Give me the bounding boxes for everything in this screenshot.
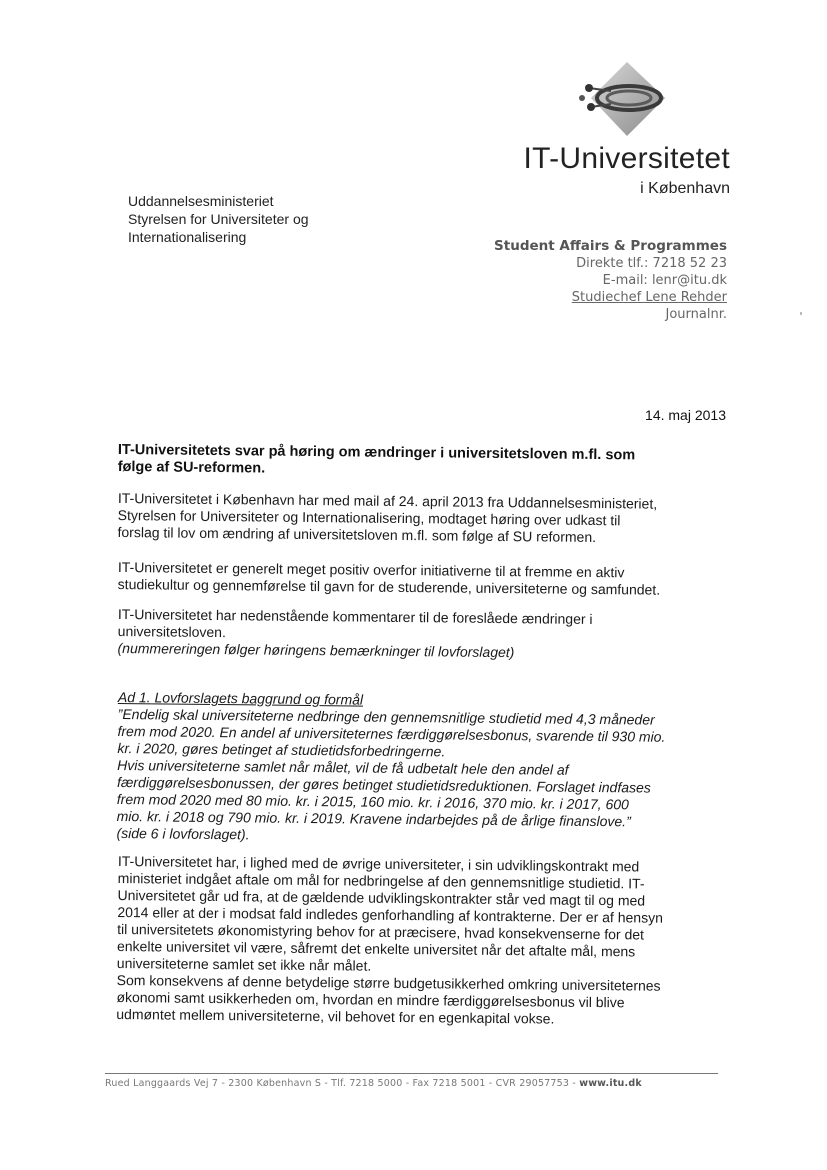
text-line: Universitetet går ud fra, at de gældende udviklingskontrakter står ved magt til og med xyxy=(117,886,646,909)
paragraph-1 xyxy=(117,490,718,547)
text-line: 2014 eller at der i modsat fald indledes genforhandling af kontrakterne. Der er af hensyn xyxy=(117,903,663,926)
recipient-line: Uddannelsesministeriet xyxy=(128,193,274,209)
logo-subtitle: i København xyxy=(640,180,730,197)
text-line: økonomi samt usikkerheden om, hvordan en mindre færdiggørelsesbonus vil blive xyxy=(116,988,625,1011)
text-line: Som konsekvens af denne betydelige større budgetusikkerhed omkring universiteternes xyxy=(116,971,661,994)
paragraph-4 xyxy=(116,853,718,1029)
text-line: studiekultur og gennemførelse til gavn for de studerende, universiteterne og samfundet. xyxy=(117,575,661,598)
text-line: udmøntet mellem universiteterne, vil behovet for en egenkapital vokse. xyxy=(116,1005,555,1027)
quote-line: kr. i 2020, gøres betinget af studietidsforbedringerne. xyxy=(117,739,446,760)
quote-line: Hvis universiteterne samlet når målet, vil de få udbetalt hele den andel af xyxy=(117,756,569,778)
quote-line: frem mod 2020. En andel af universiteternes færdiggørelsesbonus, svarende til 930 mio. xyxy=(117,722,666,745)
sender-phone: Direkte tlf.: 7218 52 23 xyxy=(576,256,727,271)
quote-line: (side 6 i lovforslaget). xyxy=(116,824,250,843)
scan-mark xyxy=(800,312,802,315)
footer-website: www.itu.dk xyxy=(579,1078,642,1089)
sender-name: Studiechef Lene Rehder xyxy=(571,290,727,305)
quote-line: mio. kr. i 2018 og 790 mio. kr. i 2019. Kravene indarbejdes på de årlige finanslove.” xyxy=(116,807,631,830)
itu-logo-icon xyxy=(577,58,667,140)
text-line: til universitetets økonomistyring behov for at præcisere, hvad konsekvenserne for det xyxy=(117,920,645,943)
subject-line: følge af SU-reformen. xyxy=(117,458,266,477)
text-line: Styrelsen for Universiteter og Internationalisering, modtaget høring over udkast til xyxy=(117,506,621,529)
logo-name: IT-Universitetet xyxy=(523,142,730,175)
section-quote xyxy=(116,689,718,848)
recipient-address xyxy=(128,192,309,246)
text-line: IT-Universitetet er generelt meget positiv overfor initiativerne til at fremme en aktiv xyxy=(117,559,625,581)
quote-line: færdiggørelsesbonussen, der gøres betinget studietidsreduktionen. Forslaget indfases xyxy=(116,773,651,796)
footer-address: Rued Langgaards Vej 7 - 2300 København S - Tlf. 7218 5000 - Fax 7218 5001 - CVR 29057753 - xyxy=(105,1078,580,1089)
section-heading: Ad 1. Lovforslagets baggrund og formål xyxy=(117,689,364,708)
letter-subject xyxy=(118,442,718,482)
text-line: IT-Universitetet har, i lighed med de øvrige universiteter, i sin udviklingskontrakt med xyxy=(117,853,640,875)
recipient-line: Internationalisering xyxy=(128,229,247,245)
text-line: forslag til lov om ændring af universitetsloven m.fl. som følge af SU reformen. xyxy=(117,523,597,546)
footer-divider xyxy=(105,1073,718,1074)
paragraph-3 xyxy=(117,606,718,663)
subject-line: IT-Universitetets svar på høring om ændringer i universitetsloven m.fl. som xyxy=(117,442,636,464)
text-line: universitetsloven. xyxy=(117,622,226,641)
paragraph-2 xyxy=(118,559,718,599)
text-line: IT-Universitetet har nedenstående kommentarer til de foreslåede ændringer i xyxy=(117,606,593,627)
sender-email: E-mail: lenr@itu.dk xyxy=(602,273,727,288)
text-line: IT-Universitetet i København har med mail af 24. april 2013 fra Uddannelsesministeriet, xyxy=(117,490,658,512)
paragraph-note: (nummereringen følger høringens bemærkninger til lovforslaget) xyxy=(117,639,515,661)
footer xyxy=(105,1078,718,1089)
quote-line: ”Endelig skal universiteterne nedbringe den gennemsnitlige studietid med 4,3 måneder xyxy=(117,705,655,728)
sender-block xyxy=(430,238,727,323)
quote-line: frem mod 2020 med 80 mio. kr. i 2015, 160 mio. kr. i 2016, 370 mio. kr. i 2017, 600 xyxy=(116,790,629,813)
text-line: universiteterne samlet set ikke når målet. xyxy=(116,954,372,974)
text-line: enkelte universitet vil være, såfremt det enkelte universitet når det aftalte mål, mens xyxy=(116,937,636,960)
text-line: ministeriet indgået aftale om mål for nedbringelse af den gennemsnitlige studietid. IT- xyxy=(117,869,645,892)
letter-date: 14. maj 2013 xyxy=(645,407,726,423)
sender-department: Student Affairs & Programmes xyxy=(494,238,727,254)
sender-journal: Journalnr. xyxy=(665,307,727,322)
recipient-line: Styrelsen for Universiteter og xyxy=(128,211,309,227)
